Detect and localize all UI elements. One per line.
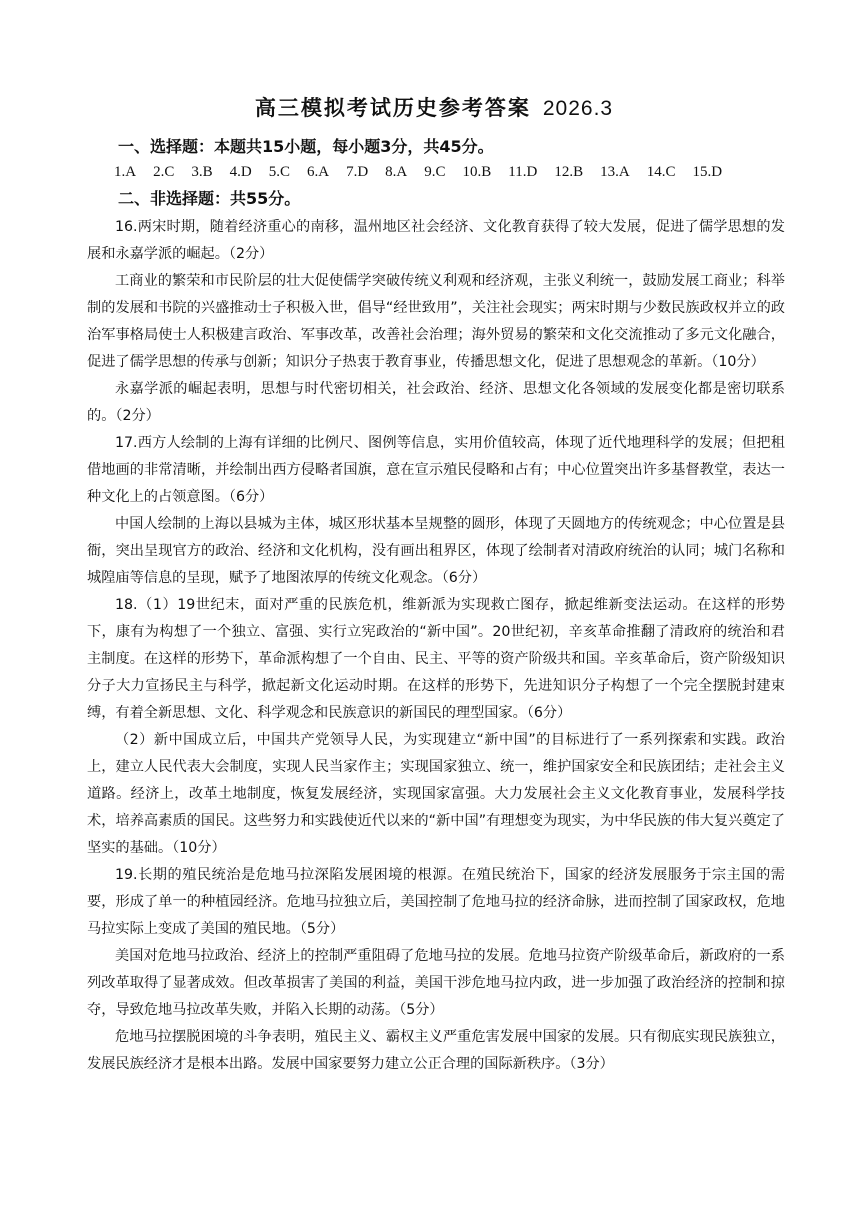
paragraph-q19-part2: 美国对危地马拉政治、经济上的控制严重阻碍了危地马拉的发展。危地马拉资产阶级革命后，新政府的一系列改革取得了显著成效。但改革损害了美国的利益，美国干涉危地马拉内政，进一步加强了政治经济的控制和掠夺，导致危地马拉改革失败，并陷入长期的动荡。（5分）: [87, 948, 785, 1018]
answer-item: 4.D: [229, 164, 252, 180]
paragraph-q16: 16.两宋时期，随着经济重心的南移，温州地区社会经济、文化教育获得了较大发展，促进了儒学思想的发展和永嘉学派的崛起。（2分）: [87, 219, 785, 262]
answer-body: [87, 214, 785, 1078]
paragraph-q19: 19.长期的殖民统治是危地马拉深陷发展困境的根源。在殖民统治下，国家的经济发展服务于宗主国的需要，形成了单一的种植园经济。危地马拉独立后，美国控制了危地马拉的经济命脉，进而控制了国家政权，危地马拉实际上变成了美国的殖民地。（5分）: [87, 867, 785, 937]
paragraph-q19-part3: 危地马拉摆脱困境的斗争表明，殖民主义、霸权主义严重危害发展中国家的发展。只有彻底实现民族独立，发展民族经济才是根本出路。发展中国家要努力建立公正合理的国际新秩序。（3分）: [87, 1029, 785, 1072]
answer-item: 11.D: [508, 164, 538, 180]
answer-item: 2.C: [153, 164, 175, 180]
section-1-heading: 一、选择题：本题共15小题，每小题3分，共45分。: [118, 137, 494, 156]
answer-item: 5.C: [268, 164, 290, 180]
paragraph-q18-2: （2）新中国成立后，中国共产党领导人民，为实现建立“新中国”的目标进行了一系列探索和实践。政治上，建立人民代表大会制度，实现人民当家作主；实现国家独立、统一，维护国家安全和民族团结；走社会主义道路。经济上，改革土地制度，恢复发展经济，实现国家富强。大力发展社会主义文化教育事业，发展科学技术，培养高素质的国民。这些努力和实践使近代以来的“新中国”有理想变为现实，为中华民族的伟大复兴奠定了坚实的基础。（10分）: [87, 732, 785, 856]
answer-item: 6.A: [306, 164, 330, 180]
answer-item: 15.D: [692, 164, 723, 180]
section-2-heading: 二、非选择题：共55分。: [118, 189, 301, 208]
answer-item: 9.C: [424, 164, 446, 180]
answer-item: 8.A: [385, 164, 408, 180]
title-year: 2026.3: [542, 97, 614, 120]
answer-item: 7.D: [346, 164, 369, 180]
answer-item: 1.A: [114, 164, 137, 180]
answer-item: 14.C: [646, 164, 676, 180]
paragraph-q18-1: 18.（1）19世纪末，面对严重的民族危机，维新派为实现救亡图存，掀起维新变法运动。在这样的形势下，康有为构想了一个独立、富强、实行立宪政治的“新中国”。20世纪初，辛亥革命推翻了清政府的统治和君主制度。在这样的形势下，革命派构想了一个自由、民主、平等的资产阶级共和国。辛亥革命后，资产阶级知识分子大力宣扬民主与科学，掀起新文化运动时期。在这样的形势下，先进知识分子构想了一个完全摆脱封建束缚，有着全新思想、文化、科学观念和民族意识的新国民的理型国家。（6分）: [87, 597, 785, 721]
paragraph-q17-part2: 中国人绘制的上海以县城为主体，城区形状基本呈规整的圆形，体现了天圆地方的传统观念；中心位置是县衙，突出呈现官方的政治、经济和文化机构，没有画出租界区，体现了绘制者对清政府统治的认同；城门名称和城隍庙等信息的呈现，赋予了地图浓厚的传统文化观念。（6分）: [87, 516, 785, 586]
answer-item: 13.A: [600, 164, 630, 180]
paragraph-q17: 17.西方人绘制的上海有详细的比例尺、图例等信息，实用价值较高，体现了近代地理科学的发展；但把租借地画的非常清晰，并绘制出西方侵略者国旗，意在宣示殖民侵略和占有；中心位置突出许多基督教堂，表达一种文化上的占领意图。（6分）: [87, 435, 785, 505]
title-text: 高三模拟考试历史参考答案: [254, 95, 531, 120]
paragraph-q16-part2: 工商业的繁荣和市民阶层的壮大促使儒学突破传统义利观和经济观，主张义利统一，鼓励发展工商业；科举制的发展和书院的兴盛推动士子积极入世，倡导“经世致用”，关注社会现实；两宋时期与少数民族政权并立的政治军事格局使士人积极建言政治、军事改革，改善社会治理；海外贸易的繁荣和文化交流推动了多元文化融合，促进了儒学思想的传承与创新；知识分子热衷于教育事业，传播思想文化，促进了思想观念的革新。（10分）: [87, 273, 785, 370]
answer-item: 10.B: [462, 164, 492, 180]
answer-item: 3.B: [191, 164, 213, 180]
page-title: [0, 92, 868, 122]
answer-item: 12.B: [554, 164, 584, 180]
paragraph-q16-part3: 永嘉学派的崛起表明，思想与时代密切相关，社会政治、经济、思想文化各领域的发展变化都是密切联系的。（2分）: [87, 381, 785, 424]
multiple-choice-answers: [114, 164, 794, 181]
